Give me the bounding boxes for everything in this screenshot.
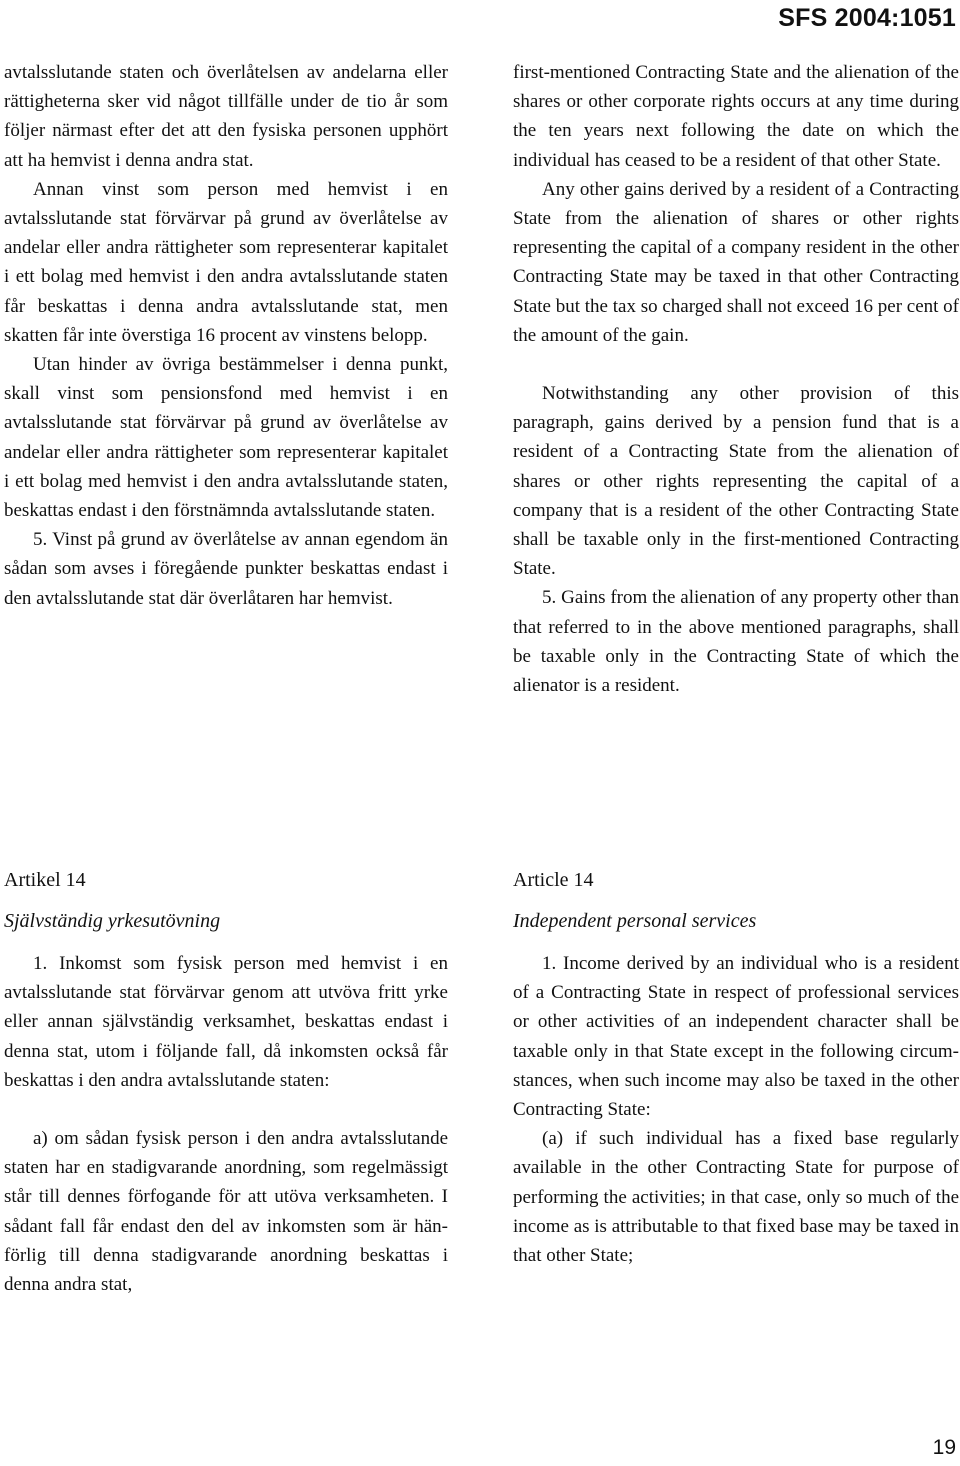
page-number: 19 xyxy=(932,1436,956,1459)
english-column-top xyxy=(513,58,959,700)
paragraph: 1. Inkomst som fysisk person med hemvist i en avtalsslutande stat förvärvar genom att utvöva fritt yrke eller annan självständig verksamhet, beskattas endast i denna stat, utom i följande fall, då inkomsten också får beskattas i den andra avtalsslutande staten: xyxy=(4,953,448,1091)
article-subtitle: Independent personal services xyxy=(513,910,757,932)
paragraph: (a) if such individual has a fixed base regularly available in the other Contracting State for purpose of performing the activities; in that case, only so much of the income as is attributable to that fixed base may be taxed in that other State; xyxy=(513,1128,959,1267)
paragraph: first-mentioned Contracting State and the alienation of the shares or other corporate rights occurs at any time during the ten years next following the date on which the individual has ceased to be a resident of that other State. xyxy=(513,62,959,171)
paragraph: 5. Vinst på grund av överlåtelse av annan egendom än sådan som avses i föregående punkter beskattas endast i den avtalsslutande stat där överlåtaren har hemvist. xyxy=(4,529,448,609)
paragraph: Utan hinder av övriga bestämmelser i denna punkt, skall vinst som pensionsfond med hemvist i en avtalsslutande stat förvärvar på grund av överlåtelse av andelar eller andra rättigheter som representerar kapitalet i ett bolag med hemvist i den andra avtalsslutande staten, beskattas endast i den förstnämnda avtalsslutande staten. xyxy=(4,354,448,522)
paragraph: 1. Income derived by an individual who is a resident of a Contracting State in respect of professional services or other activities of an independent character shall be taxable only in that State except in the following circumstances, when such income may also be taxed in the other Contracting State: xyxy=(513,953,959,1121)
paragraph: Notwithstanding any other provision of this paragraph, gains derived by a pension fund that is a resident of a Contracting State from the alienation of shares or other rights representing the capital of a company that is a resident of the other Contracting State shall be taxable only in the first-mentioned Contracting State. xyxy=(513,383,959,580)
swedish-article-section xyxy=(4,865,448,1299)
paragraph: Any other gains derived by a resident of a Contracting State from the alienation of shares or other rights representing the capital of a company resident in the other Contracting State may be taxed in that other Contracting State but the tax so charged shall not exceed 16 per cent of the amount of the gain. xyxy=(513,178,959,346)
swedish-column-top xyxy=(4,58,448,613)
document-reference: SFS 2004:1051 xyxy=(778,4,956,32)
article-title: Artikel 14 xyxy=(4,869,86,891)
paragraph: a) om sådan fysisk person i den andra avtalsslutande staten har en stadigvarande anordning, som regelmässigt står till dennes förfogande för att utöva verksamheten. I sådant fall får endast den del av inkomsten som är hänförlig till denna stadigvarande anordning beskattas i denna andra stat, xyxy=(4,1128,448,1296)
paragraph: 5. Gains from the alienation of any property other than that referred to in the above mentioned paragraphs, shall be taxable only in the Contracting State of which the alienator is a resident. xyxy=(513,587,959,697)
article-title: Article 14 xyxy=(513,869,594,891)
paragraph: Annan vinst som person med hemvist i en avtalsslutande stat förvärvar på grund av överlåtelse av andelar eller andra rättigheter som representerar kapitalet i ett bolag med hemvist i den andra avtalsslutande staten får beskattas i denna andra avtalsslutande stat, men skatten får inte överstiga 16 procent av vinstens belopp. xyxy=(4,178,448,346)
english-article-section xyxy=(513,865,959,1270)
article-subtitle: Självständig yrkesutövning xyxy=(4,910,221,932)
paragraph: avtalsslutande staten och överlåtelsen av andelarna eller rättigheterna sker vid något tillfälle under de tio år som följer närmast efter det att den fysiska personen upphört att ha hemvist i denna andra stat. xyxy=(4,62,448,171)
